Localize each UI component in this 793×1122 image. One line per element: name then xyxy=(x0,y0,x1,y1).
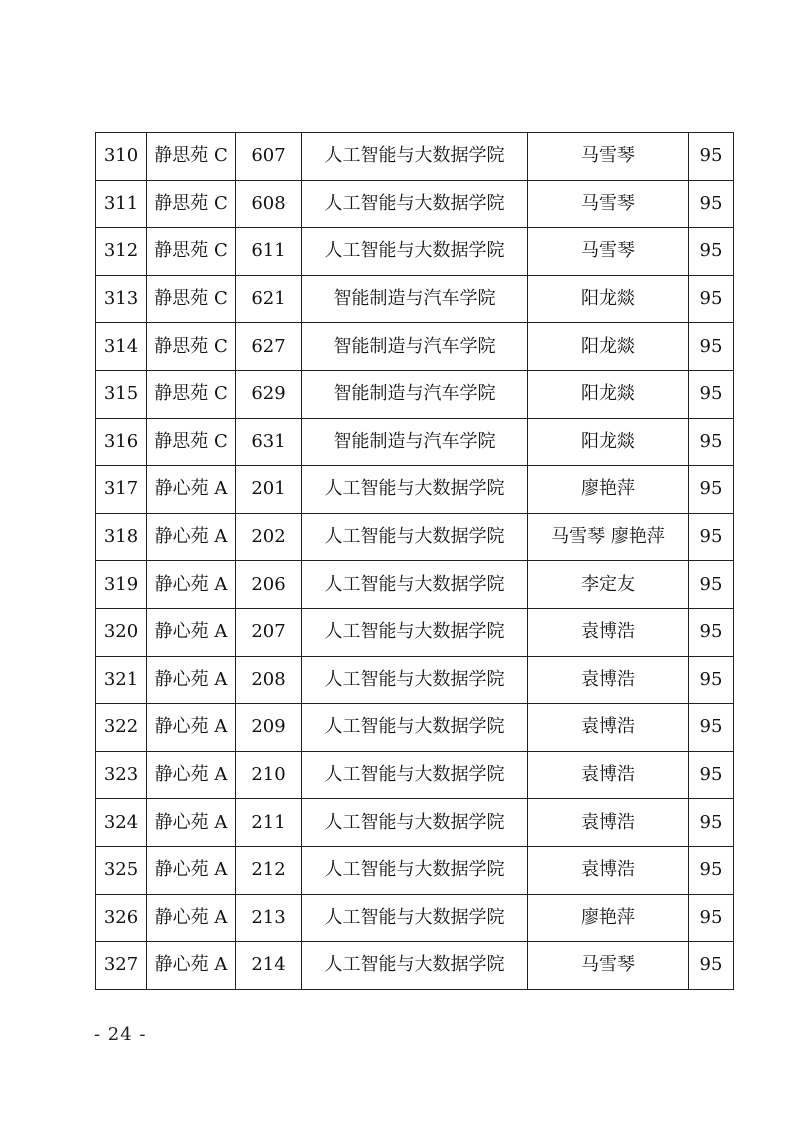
table-row xyxy=(96,751,734,799)
college-cell: 智能制造与汽车学院 xyxy=(302,370,528,418)
tutor-cell: 廖艳萍 xyxy=(528,466,689,514)
table-row xyxy=(96,418,734,466)
room-cell: 611 xyxy=(236,228,302,276)
tutor-cell: 阳龙燚 xyxy=(528,275,689,323)
college-cell: 人工智能与大数据学院 xyxy=(302,180,528,228)
college-cell: 人工智能与大数据学院 xyxy=(302,466,528,514)
room-cell: 608 xyxy=(236,180,302,228)
row-number-cell: 325 xyxy=(96,846,147,894)
row-number-cell: 323 xyxy=(96,751,147,799)
score-cell: 95 xyxy=(689,608,734,656)
room-cell: 212 xyxy=(236,846,302,894)
score-cell: 95 xyxy=(689,418,734,466)
table-row xyxy=(96,133,734,181)
college-cell: 人工智能与大数据学院 xyxy=(302,608,528,656)
tutor-cell: 袁博浩 xyxy=(528,846,689,894)
table-body xyxy=(96,133,734,990)
table-row xyxy=(96,275,734,323)
tutor-cell: 马雪琴 xyxy=(528,228,689,276)
college-cell: 人工智能与大数据学院 xyxy=(302,799,528,847)
tutor-cell: 袁博浩 xyxy=(528,799,689,847)
college-cell: 人工智能与大数据学院 xyxy=(302,228,528,276)
room-cell: 211 xyxy=(236,799,302,847)
row-number-cell: 312 xyxy=(96,228,147,276)
building-cell: 静心苑 A xyxy=(147,751,236,799)
building-cell: 静心苑 A xyxy=(147,704,236,752)
score-cell: 95 xyxy=(689,228,734,276)
score-cell: 95 xyxy=(689,751,734,799)
room-cell: 210 xyxy=(236,751,302,799)
tutor-cell: 袁博浩 xyxy=(528,704,689,752)
building-cell: 静心苑 A xyxy=(147,942,236,990)
building-cell: 静心苑 A xyxy=(147,799,236,847)
college-cell: 智能制造与汽车学院 xyxy=(302,418,528,466)
building-cell: 静心苑 A xyxy=(147,466,236,514)
room-cell: 202 xyxy=(236,513,302,561)
table-row xyxy=(96,323,734,371)
score-cell: 95 xyxy=(689,561,734,609)
row-number-cell: 320 xyxy=(96,608,147,656)
row-number-cell: 315 xyxy=(96,370,147,418)
room-cell: 627 xyxy=(236,323,302,371)
score-cell: 95 xyxy=(689,370,734,418)
tutor-cell: 李定友 xyxy=(528,561,689,609)
row-number-cell: 327 xyxy=(96,942,147,990)
table-row xyxy=(96,466,734,514)
building-cell: 静心苑 A xyxy=(147,656,236,704)
college-cell: 人工智能与大数据学院 xyxy=(302,513,528,561)
room-cell: 201 xyxy=(236,466,302,514)
tutor-cell: 马雪琴 xyxy=(528,180,689,228)
row-number-cell: 314 xyxy=(96,323,147,371)
score-cell: 95 xyxy=(689,942,734,990)
room-cell: 214 xyxy=(236,942,302,990)
college-cell: 人工智能与大数据学院 xyxy=(302,561,528,609)
tutor-cell: 阳龙燚 xyxy=(528,370,689,418)
building-cell: 静思苑 C xyxy=(147,370,236,418)
row-number-cell: 311 xyxy=(96,180,147,228)
tutor-cell: 马雪琴 xyxy=(528,133,689,181)
room-cell: 209 xyxy=(236,704,302,752)
dormitory-score-table xyxy=(95,132,734,990)
tutor-cell: 廖艳萍 xyxy=(528,894,689,942)
score-cell: 95 xyxy=(689,656,734,704)
score-cell: 95 xyxy=(689,704,734,752)
tutor-cell: 袁博浩 xyxy=(528,751,689,799)
tutor-cell: 阳龙燚 xyxy=(528,323,689,371)
building-cell: 静心苑 A xyxy=(147,561,236,609)
building-cell: 静心苑 A xyxy=(147,846,236,894)
row-number-cell: 317 xyxy=(96,466,147,514)
tutor-cell: 阳龙燚 xyxy=(528,418,689,466)
row-number-cell: 319 xyxy=(96,561,147,609)
row-number-cell: 313 xyxy=(96,275,147,323)
college-cell: 智能制造与汽车学院 xyxy=(302,275,528,323)
row-number-cell: 321 xyxy=(96,656,147,704)
college-cell: 智能制造与汽车学院 xyxy=(302,323,528,371)
table-row xyxy=(96,228,734,276)
table-row xyxy=(96,180,734,228)
building-cell: 静心苑 A xyxy=(147,513,236,561)
college-cell: 人工智能与大数据学院 xyxy=(302,704,528,752)
score-cell: 95 xyxy=(689,180,734,228)
table-row xyxy=(96,513,734,561)
room-cell: 207 xyxy=(236,608,302,656)
building-cell: 静思苑 C xyxy=(147,228,236,276)
row-number-cell: 326 xyxy=(96,894,147,942)
page-number: - 24 - xyxy=(94,1024,147,1045)
row-number-cell: 324 xyxy=(96,799,147,847)
score-cell: 95 xyxy=(689,275,734,323)
score-cell: 95 xyxy=(689,133,734,181)
building-cell: 静思苑 C xyxy=(147,323,236,371)
score-cell: 95 xyxy=(689,846,734,894)
building-cell: 静心苑 A xyxy=(147,894,236,942)
room-cell: 213 xyxy=(236,894,302,942)
table-row xyxy=(96,704,734,752)
score-cell: 95 xyxy=(689,466,734,514)
row-number-cell: 310 xyxy=(96,133,147,181)
room-cell: 629 xyxy=(236,370,302,418)
college-cell: 人工智能与大数据学院 xyxy=(302,656,528,704)
tutor-cell: 马雪琴 xyxy=(528,942,689,990)
college-cell: 人工智能与大数据学院 xyxy=(302,751,528,799)
score-cell: 95 xyxy=(689,323,734,371)
tutor-cell: 袁博浩 xyxy=(528,656,689,704)
building-cell: 静思苑 C xyxy=(147,180,236,228)
row-number-cell: 318 xyxy=(96,513,147,561)
table-row xyxy=(96,656,734,704)
score-cell: 95 xyxy=(689,799,734,847)
room-cell: 208 xyxy=(236,656,302,704)
college-cell: 人工智能与大数据学院 xyxy=(302,942,528,990)
score-cell: 95 xyxy=(689,894,734,942)
table-row xyxy=(96,561,734,609)
room-cell: 206 xyxy=(236,561,302,609)
score-cell: 95 xyxy=(689,513,734,561)
room-cell: 621 xyxy=(236,275,302,323)
row-number-cell: 316 xyxy=(96,418,147,466)
building-cell: 静心苑 A xyxy=(147,608,236,656)
table-row xyxy=(96,942,734,990)
table-row xyxy=(96,894,734,942)
building-cell: 静思苑 C xyxy=(147,133,236,181)
college-cell: 人工智能与大数据学院 xyxy=(302,133,528,181)
table-row xyxy=(96,608,734,656)
college-cell: 人工智能与大数据学院 xyxy=(302,894,528,942)
tutor-cell: 马雪琴 廖艳萍 xyxy=(528,513,689,561)
table-row xyxy=(96,370,734,418)
row-number-cell: 322 xyxy=(96,704,147,752)
tutor-cell: 袁博浩 xyxy=(528,608,689,656)
room-cell: 631 xyxy=(236,418,302,466)
college-cell: 人工智能与大数据学院 xyxy=(302,846,528,894)
room-cell: 607 xyxy=(236,133,302,181)
building-cell: 静思苑 C xyxy=(147,275,236,323)
table-row xyxy=(96,846,734,894)
building-cell: 静思苑 C xyxy=(147,418,236,466)
table-row xyxy=(96,799,734,847)
